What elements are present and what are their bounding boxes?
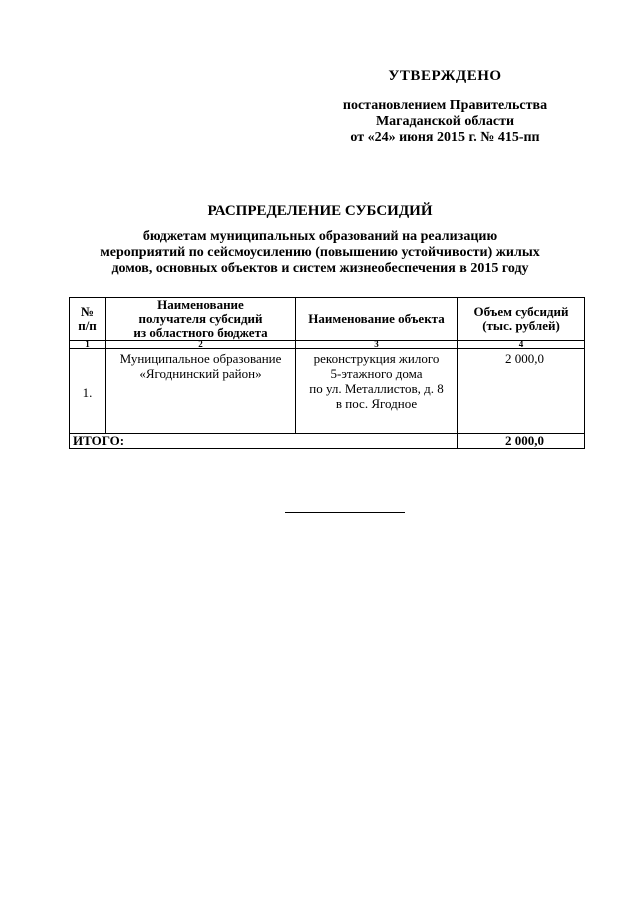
header-recipient-line-2: получателя субсидий	[138, 311, 263, 326]
column-number-row	[70, 341, 585, 349]
row-object	[296, 349, 458, 434]
approval-line-2: Магаданской области	[375, 114, 515, 129]
table-row	[70, 349, 585, 434]
total-label: ИТОГО:	[70, 434, 458, 449]
document-subtitle-line-3: домов, основных объектов и систем жизнеобеспечения в 2015 году	[111, 261, 529, 276]
column-number-4: 4	[458, 341, 585, 349]
row-object-line-4: в пос. Ягодное	[335, 396, 418, 411]
row-object-line-3: по ул. Металлистов, д. 8	[309, 381, 444, 396]
row-recipient-line-1: Муниципальное образование	[119, 351, 282, 366]
header-amount	[458, 298, 585, 341]
total-amount: 2 000,0	[458, 434, 585, 449]
subsidy-table	[69, 297, 585, 449]
table-header-row	[70, 298, 585, 341]
column-number-2: 2	[106, 341, 296, 349]
approval-heading: УТВЕРЖДЕНО	[388, 68, 502, 84]
column-number-3: 3	[296, 341, 458, 349]
header-amount-line-1: Объем субсидий	[473, 304, 569, 319]
row-object-line-1: реконструкция жилого	[313, 351, 440, 366]
header-recipient-line-1: Наименование	[157, 297, 244, 312]
row-object-line-2: 5-этажного дома	[330, 366, 423, 381]
header-recipient	[106, 298, 296, 341]
row-num: 1.	[70, 349, 106, 434]
header-num-line-2: п/п	[78, 318, 97, 333]
row-recipient	[106, 349, 296, 434]
row-amount: 2 000,0	[458, 349, 585, 434]
column-number-1: 1	[70, 341, 106, 349]
document-title: РАСПРЕДЕЛЕНИЕ СУБСИДИЙ	[207, 203, 433, 219]
header-amount-line-2: (тыс. рублей)	[482, 318, 560, 333]
row-recipient-line-2: «Ягоднинский район»	[139, 366, 262, 381]
header-object-line-1: Наименование объекта	[308, 311, 445, 326]
document-subtitle-line-1: бюджетам муниципальных образований на реализацию	[142, 229, 498, 244]
header-recipient-line-3: из областного бюджета	[133, 325, 268, 340]
table-total-row	[70, 434, 585, 449]
approval-line-3: от «24» июня 2015 г. № 415-пп	[350, 130, 540, 145]
approval-line-1: постановлением Правительства	[342, 98, 548, 113]
document-subtitle-line-2: мероприятий по сейсмоусилению (повышению устойчивости) жилых	[100, 245, 540, 260]
closing-divider-line	[285, 512, 405, 513]
header-num	[70, 298, 106, 341]
header-object	[296, 298, 458, 341]
header-num-line-1: №	[80, 304, 95, 319]
